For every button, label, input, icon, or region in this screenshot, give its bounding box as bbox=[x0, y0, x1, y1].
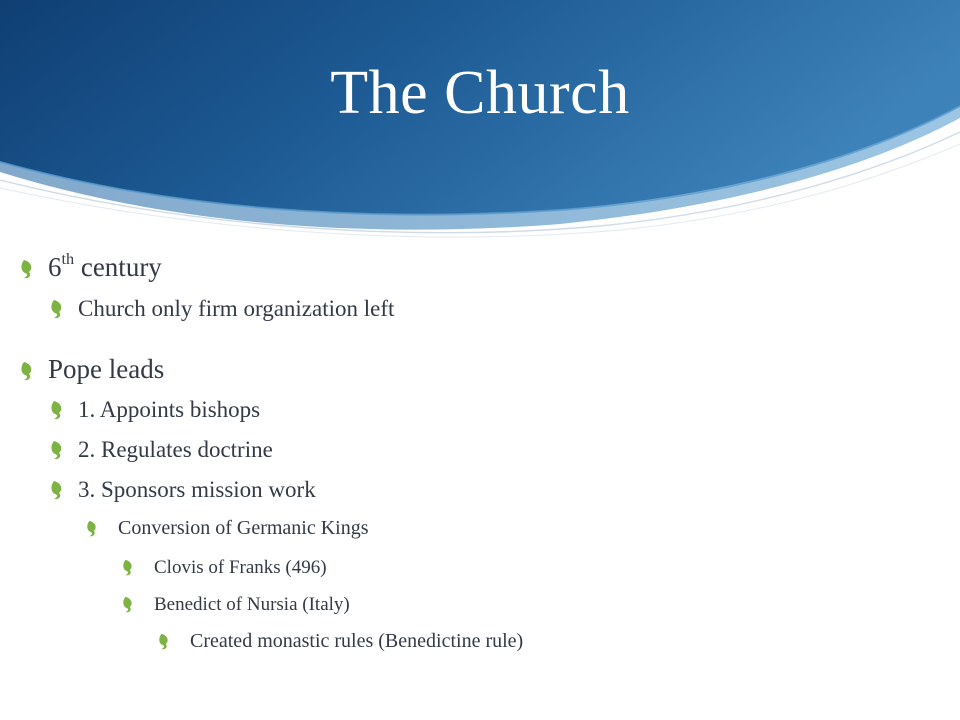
leaf-bullet-icon bbox=[86, 520, 98, 537]
slide-title: The Church bbox=[330, 59, 630, 127]
bullet-item bbox=[50, 437, 273, 463]
bullet-text: Church only firm organization left bbox=[78, 296, 395, 321]
leaf-bullet-icon bbox=[122, 559, 134, 576]
leaf-bullet-icon bbox=[20, 259, 34, 279]
bullet-item bbox=[122, 556, 327, 579]
bullet-text: Pope leads bbox=[48, 354, 165, 384]
bullet-text: 1. Appoints bishops bbox=[78, 397, 261, 422]
bullet-item bbox=[122, 593, 350, 616]
bullet-text: Benedict of Nursia (Italy) bbox=[154, 594, 350, 615]
leaf-bullet-icon bbox=[122, 596, 134, 613]
leaf-bullet-icon bbox=[50, 480, 64, 500]
bullet-item bbox=[158, 630, 523, 653]
bullet-text: Clovis of Franks (496) bbox=[154, 557, 327, 578]
bullet-item bbox=[50, 477, 316, 503]
bullet-text: 3. Sponsors mission work bbox=[78, 477, 316, 502]
bullet-item bbox=[50, 296, 394, 322]
leaf-bullet-icon bbox=[50, 299, 64, 319]
bullet-item bbox=[86, 517, 369, 540]
bullet-item bbox=[20, 249, 162, 283]
bullet-text: Created monastic rules (Benedictine rule) bbox=[190, 630, 524, 652]
bullet-text: 2. Regulates doctrine bbox=[78, 437, 273, 462]
leaf-bullet-icon bbox=[20, 361, 34, 381]
bullet-item bbox=[20, 354, 164, 385]
bullet-text: 6th century bbox=[48, 249, 162, 282]
bullet-text: Conversion of Germanic Kings bbox=[118, 517, 369, 539]
leaf-bullet-icon bbox=[50, 440, 64, 460]
leaf-bullet-icon bbox=[50, 400, 64, 420]
leaf-bullet-icon bbox=[158, 633, 170, 650]
bullet-item bbox=[50, 397, 260, 423]
